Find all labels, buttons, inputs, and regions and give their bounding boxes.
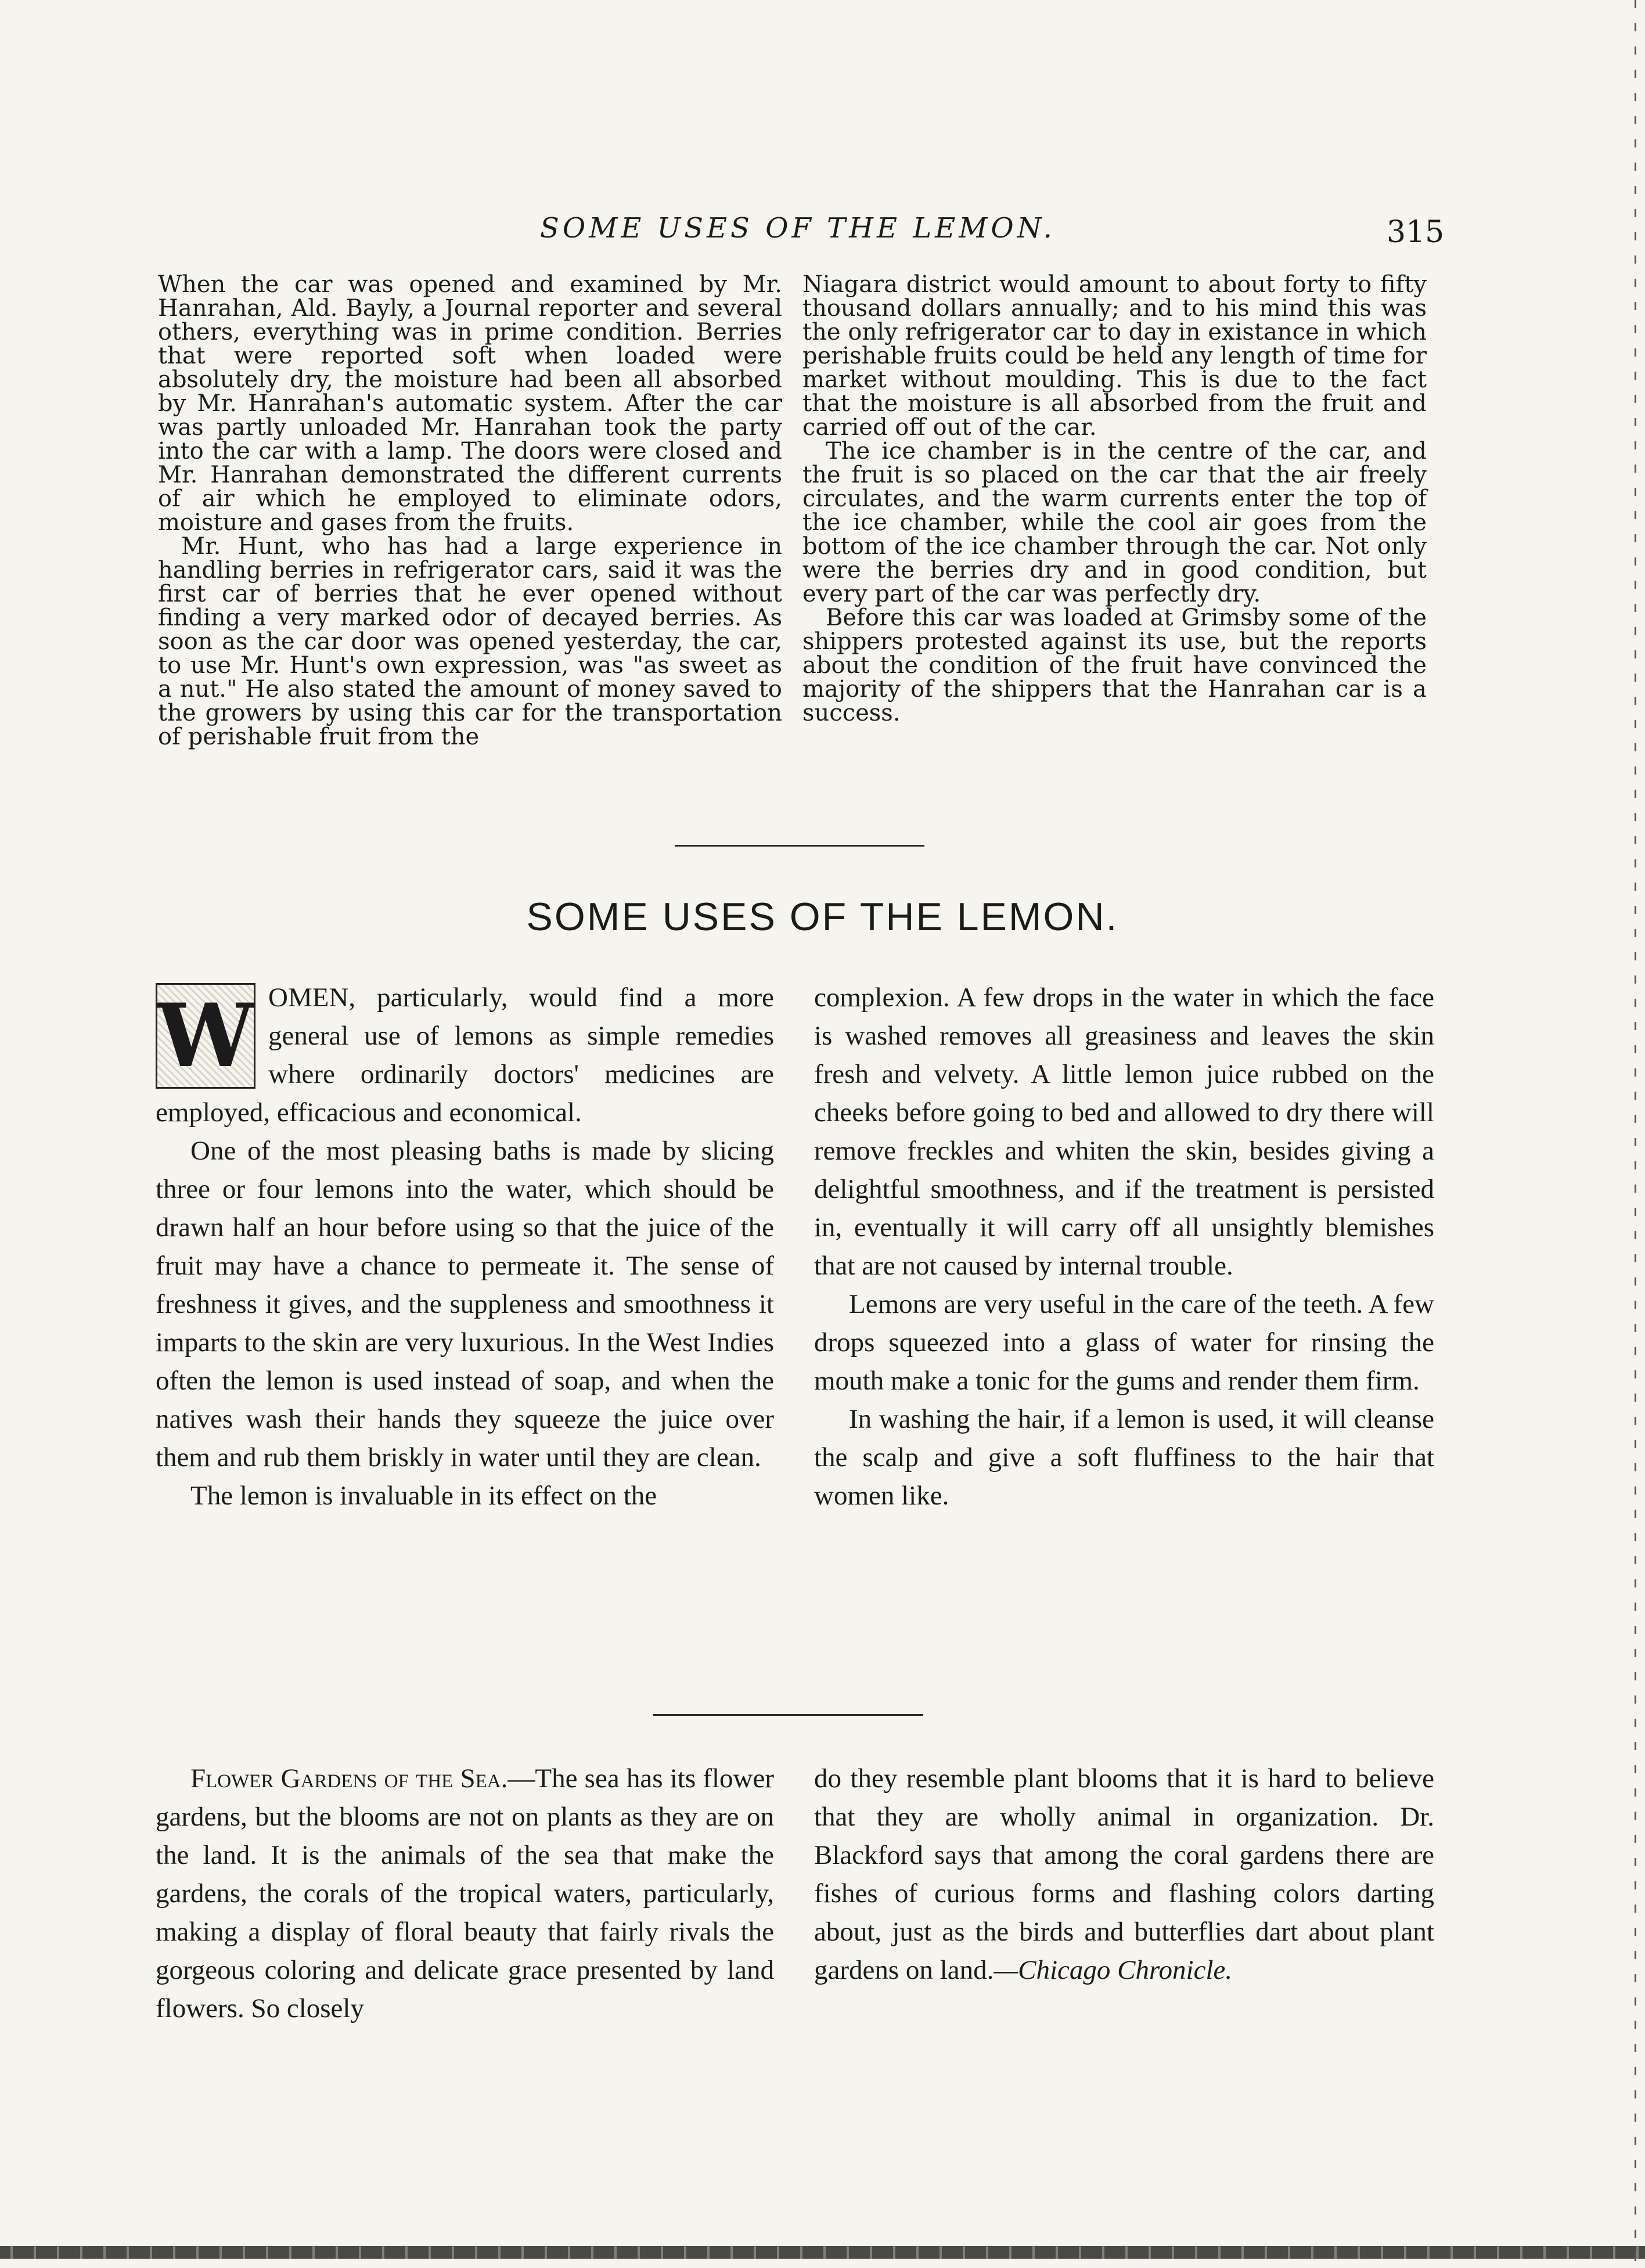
- flower-article-title: Flower Gardens of the Sea.: [190, 1763, 508, 1794]
- flower-article-left-column: [156, 1759, 774, 2028]
- paragraph: complexion. A few drops in the water in which the face is washed removes all greasiness and leaves the skin fresh and velvety. A little lemon juice rubbed on the cheeks before going to bed and allowed to dry there will remove freckles and whiten the skin, besides giving a delightful smoothness, and if the treatment is persisted in, eventually it will carry off all unsightly blemishes that are not caused by internal trouble.: [814, 982, 1434, 1281]
- lemon-article-right-column: [814, 978, 1434, 1515]
- running-head: SOME USES OF THE LEMON.: [540, 212, 1056, 244]
- flower-text: do they resemble plant blooms that it is hard to believe that they are wholly animal in organization. Dr. Blackford says that among the coral gardens there are fishes of curious forms and flashing colors darting about, just as the birds and butterflies dart about plant gardens on land.: [814, 1763, 1434, 1985]
- paragraph: One of the most pleasing baths is made by slicing three or four lemons into the water, which should be drawn half an hour before using so that the juice of the fruit may have a chance to permeate it. The sense of freshness it gives, and the suppleness and smoothness it imparts to the skin are very luxurious. In the West Indies often the lemon is used instead of soap, and when the natives wash their hands they squeeze the juice over them and rub them briskly in water until they are clean.: [156, 1136, 774, 1473]
- drop-cap-initial: W: [156, 983, 255, 1089]
- paragraph: In washing the hair, if a lemon is used, it will cleanse the scalp and give a soft fluffiness to the hair that women like.: [814, 1404, 1434, 1511]
- section-divider: [653, 1714, 923, 1716]
- flower-text: —The sea has its flower gardens, but the blooms are not on plants as they are on the land. It is the animals of the sea that make the gardens, the corals of the tropical waters, particularly, making a display of floral beauty that fairly rivals the gorgeous coloring and delicate grace presented by land flowers. So closely: [156, 1763, 774, 2024]
- opening-paragraph: [156, 978, 774, 1132]
- previous-article-left-column: [158, 273, 782, 749]
- paragraph: [814, 1759, 1434, 1989]
- paragraph: The lemon is invaluable in its effect on the: [190, 1481, 657, 1511]
- source-credit: —Chicago Chronicle.: [994, 1955, 1233, 1985]
- paragraph: Niagara district would amount to about forty to fifty thousand dollars annually; and to his mind this was the only refrigerator car to day in existance in which perishable fruits could be held any length of time for market without moulding. This is due to the fact that the moisture is all absorbed from the fruit and carried off out of the car.: [802, 271, 1427, 441]
- opening-text: particularly, would find a more general use of lemons as simple remedies where ordinarily doctors' medicines are employed, efficacious and economical.: [156, 982, 774, 1128]
- paragraph: [156, 1759, 774, 2028]
- paragraph: Mr. Hunt, who has had a large experience in handling berries in refrigerator cars, said it was the first car of berries that he ever opened without finding a very marked odor of decayed berries. As soon as the car door was opened yesterday, the car, to use Mr. Hunt's own expression, was "as sweet as a nut." He also stated the amount of money saved to the growers by using this car for the transportation of perishable fruit from the: [158, 533, 782, 750]
- paragraph: When the car was opened and examined by Mr. Hanrahan, Ald. Bayly, a Journal reporter and several others, everything was in prime condition. Berries that were reported soft when loaded were absolutely dry, the moisture had been all absorbed by Mr. Hanrahan's automatic system. After the car was partly unloaded Mr. Hanrahan took the party into the car with a lamp. The doors were closed and Mr. Hanrahan demonstrated the different currents of air which he employed to eliminate odors, moisture and gases from the fruits.: [158, 271, 782, 536]
- lemon-article-left-column: [156, 978, 774, 1515]
- article-title: SOME USES OF THE LEMON.: [526, 895, 1119, 939]
- previous-article-right-column: [802, 273, 1427, 725]
- page-bottom-edge: [0, 2246, 1645, 2259]
- page-number: 315: [1387, 215, 1445, 250]
- page-right-edge: [1635, 0, 1636, 2268]
- opening-word-rest: OMEN,: [268, 982, 356, 1013]
- paragraph: Before this car was loaded at Grimsby some of the shippers protested against its use, but the reports about the condition of the fruit have convinced the majority of the shippers that the Hanrahan car is a success.: [802, 604, 1427, 726]
- flower-article-right-column: [814, 1759, 1434, 1989]
- paragraph: The ice chamber is in the centre of the car, and the fruit is so placed on the car that the air freely circulates, and the warm currents enter the top of the ice chamber, while the cool air goes from the bottom of the ice chamber through the car. Not only were the berries dry and in good condition, but every part of the car was perfectly dry.: [802, 438, 1427, 607]
- section-divider: [675, 845, 924, 847]
- paragraph: Lemons are very useful in the care of the teeth. A few drops squeezed into a glass of water for rinsing the mouth make a tonic for the gums and render them firm.: [814, 1289, 1434, 1396]
